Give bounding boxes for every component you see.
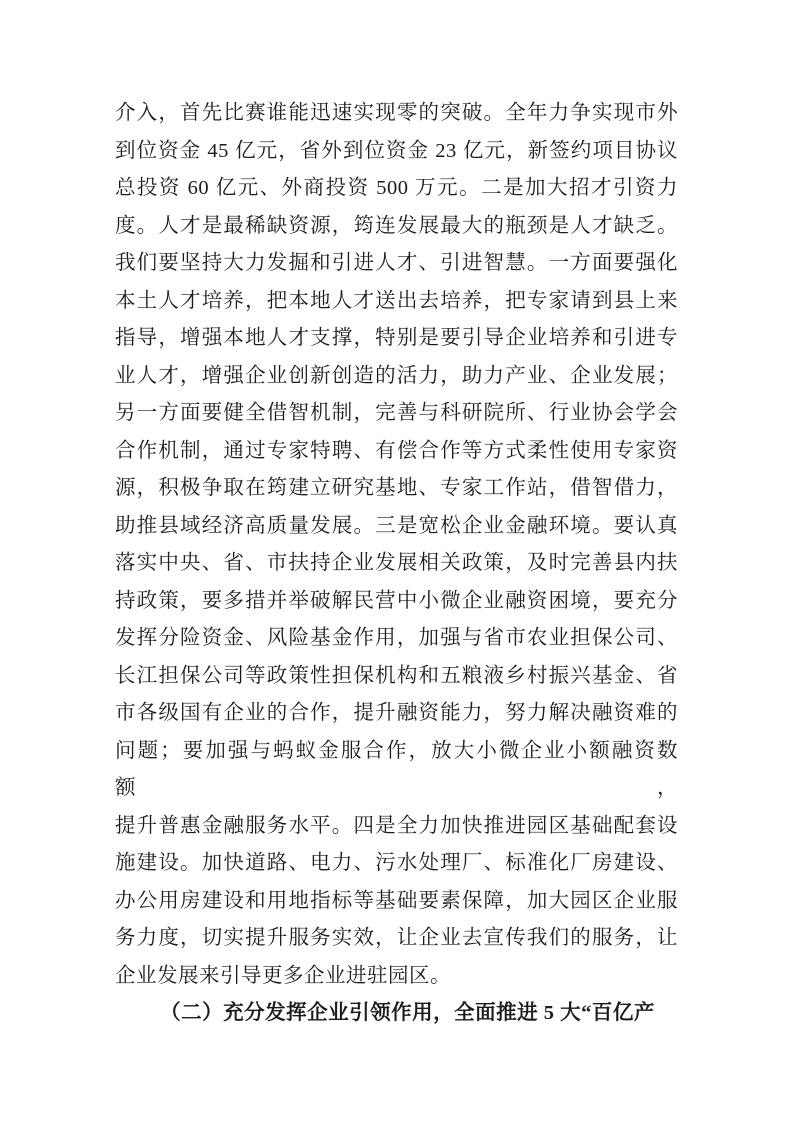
text-line-paragraph-end: 企业发展来引导更多企业进驻园区。 (115, 964, 451, 987)
text-line: 业人才，增强企业创新创造的活力，助力产业、企业发展； (115, 364, 678, 387)
text-line: 介入，首先比赛谁能迅速实现零的突破。全年力争实现市外 (115, 102, 678, 124)
text-line: 发挥分险资金、风险基金作用，加强与省市农业担保公司、 (115, 627, 678, 649)
text-line: 本土人才培养，把本地人才送出去培养，把专家请到县上来 (115, 289, 678, 312)
text-line: 总投资 60 亿元、外商投资 500 万元。二是加大招才引资力 (115, 177, 678, 199)
text-line: 落实中央、省、市扶持企业发展相关政策，及时完善县内扶 (115, 552, 678, 574)
document-body (115, 95, 678, 1033)
text-line: 长江担保公司等政策性担保机构和五粮液乡村振兴基金、省 (115, 664, 678, 687)
text-line: 到位资金 45 亿元，省外到位资金 23 亿元，新签约项目协议 (115, 139, 678, 162)
text-line: 办公用房建设和用地指标等基础要素保障，加大园区企业服 (115, 889, 678, 912)
text-line: 合作机制，通过专家特聘、有偿合作等方式柔性使用专家资 (115, 439, 678, 462)
text-line: 另一方面要健全借智机制，完善与科研院所、行业协会学会 (115, 402, 678, 424)
text-line: 问题；要加强与蚂蚁金服合作，放大小微企业小额融资数额， (115, 739, 678, 799)
text-line: 务力度，切实提升服务实效，让企业去宣传我们的服务，让 (115, 927, 678, 949)
text-line: 持政策，要多措并举破解民营中小微企业融资困境，要充分 (115, 589, 678, 612)
section-heading-line: （二）充分发挥企业引领作用，全面推进 5 大“百亿产 (160, 1002, 655, 1024)
text-line: 施建设。加快道路、电力、污水处理厂、标准化厂房建设、 (115, 852, 678, 874)
text-line: 我们要坚持大力发掘和引进人才、引进智慧。一方面要强化 (115, 252, 678, 274)
text-line: 助推县域经济高质量发展。三是宽松企业金融环境。要认真 (115, 514, 678, 537)
text-line: 提升普惠金融服务水平。四是全力加快推进园区基础配套设 (115, 814, 678, 837)
text-line: 指导，增强本地人才支撑，特别是要引导企业培养和引进专 (115, 327, 678, 349)
text-line: 源，积极争取在筠建立研究基地、专家工作站，借智借力， (115, 477, 678, 499)
text-line: 市各级国有企业的合作，提升融资能力，努力解决融资难的 (115, 702, 678, 724)
text-line: 度。人才是最稀缺资源，筠连发展最大的瓶颈是人才缺乏。 (115, 214, 678, 237)
